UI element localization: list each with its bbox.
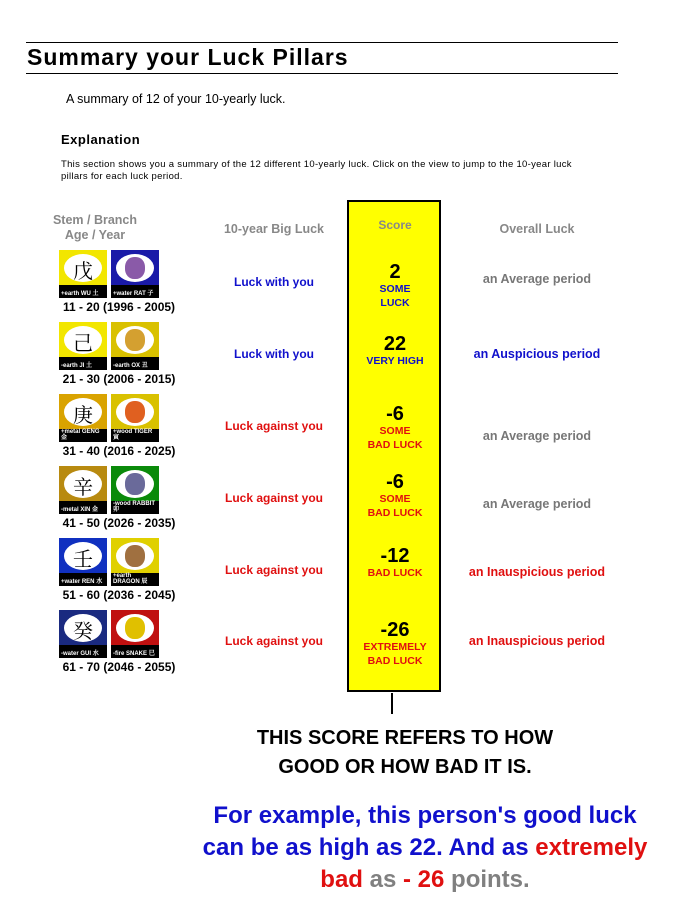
- stem-label: -earth JI: [61, 363, 85, 369]
- branch-label: +water RAT: [113, 291, 146, 297]
- example-text: [160, 800, 690, 896]
- branch-glyph: 寅: [113, 435, 120, 441]
- stem-character: 己: [73, 331, 93, 355]
- stem-element-glyph: 土: [92, 291, 99, 297]
- big-luck-text: Luck against you: [224, 563, 324, 577]
- score-value: -6: [386, 403, 404, 425]
- example-part-6: - 26: [403, 866, 445, 893]
- explanation-heading: Explanation: [61, 132, 141, 147]
- stem-caption: [61, 507, 98, 513]
- animal-icon: [125, 257, 145, 279]
- big-luck-text: Luck with you: [233, 347, 314, 361]
- stem-label: +water REN: [61, 579, 95, 585]
- stem-element-glyph: 水: [96, 579, 103, 585]
- pillar-age-year: 51 - 60 (2036 - 2045): [62, 588, 176, 602]
- branch-tile: [111, 250, 159, 298]
- score-cell: [349, 334, 441, 368]
- score-desc-2: BAD LUCK: [367, 439, 423, 451]
- overall-luck-text: an Average period: [482, 497, 592, 511]
- explanation-text: This section shows you a summary of the 12 different 10-yearly luck. Click on the view to jump to the 10-year luck pillars for each luck period.: [61, 159, 572, 182]
- big-luck-text: Luck against you: [224, 419, 324, 433]
- stem-character: 辛: [73, 475, 93, 499]
- header-age-year-label: Age / Year: [64, 228, 126, 242]
- pillar-age-year: 61 - 70 (2046 - 2055): [62, 660, 176, 674]
- score-note-line1: THIS SCORE REFERS TO HOW: [256, 727, 554, 749]
- branch-glyph: 辰: [141, 579, 148, 585]
- stem-caption: [61, 429, 107, 441]
- stem-label: +earth WU: [61, 291, 91, 297]
- branch-label: -fire SNAKE: [113, 651, 148, 657]
- header-score: Score: [378, 218, 412, 232]
- score-cell: [349, 262, 441, 310]
- branch-glyph: 子: [147, 291, 154, 297]
- branch-caption: [113, 501, 159, 513]
- animal-icon: [125, 329, 145, 351]
- stem-character: 癸: [73, 619, 93, 643]
- branch-caption: [113, 573, 159, 585]
- score-desc-1: SOME: [379, 425, 411, 437]
- pillar-1[interactable]: [57, 322, 177, 386]
- branch-tile: [111, 466, 159, 514]
- stem-tile: [59, 538, 107, 586]
- branch-glyph: 丑: [141, 363, 148, 369]
- stem-tile: [59, 466, 107, 514]
- branch-label: -earth OX: [113, 363, 141, 369]
- score-desc-1: SOME: [379, 493, 411, 505]
- score-pointer-line: [391, 693, 393, 714]
- example-part-3: extremely: [535, 834, 648, 861]
- stem-character: 戊: [73, 259, 93, 283]
- score-cell: [349, 472, 441, 520]
- animal-icon: [125, 545, 145, 567]
- title-rule-bottom: [26, 73, 618, 74]
- score-note-line2: GOOD OR HOW BAD IT IS.: [278, 756, 532, 778]
- pillar-age-year: 21 - 30 (2006 - 2015): [62, 372, 176, 386]
- overall-luck-text: an Inauspicious period: [468, 634, 606, 648]
- overall-luck-text: an Average period: [482, 429, 592, 443]
- header-big-luck: 10-year Big Luck: [223, 222, 325, 236]
- header-stem-branch: [45, 213, 145, 243]
- animal-icon: [125, 617, 145, 639]
- score-desc-1: SOME: [379, 283, 411, 295]
- stem-label: -metal XIN: [61, 507, 91, 513]
- pillar-5[interactable]: [57, 610, 177, 674]
- score-desc-2: LUCK: [380, 297, 410, 309]
- branch-tile: [111, 322, 159, 370]
- score-desc-1: EXTREMELY: [363, 641, 427, 653]
- branch-label: +wood TIGER: [113, 429, 153, 435]
- score-desc-1: BAD LUCK: [367, 567, 423, 579]
- branch-tile: [111, 538, 159, 586]
- branch-caption: [113, 363, 148, 369]
- example-part-4: bad: [320, 866, 363, 893]
- stem-caption: [61, 363, 92, 369]
- stem-element-glyph: 金: [61, 435, 68, 441]
- stem-character: 庚: [73, 403, 93, 427]
- score-value: -26: [380, 619, 410, 641]
- example-part-1: For example, this person's good luck: [213, 802, 637, 829]
- branch-tile: [111, 610, 159, 658]
- score-desc-2: BAD LUCK: [367, 507, 423, 519]
- pillar-age-year: 31 - 40 (2016 - 2025): [62, 444, 176, 458]
- animal-icon: [125, 473, 145, 495]
- branch-caption: [113, 651, 155, 657]
- branch-caption: [113, 291, 153, 297]
- stem-tile: [59, 250, 107, 298]
- pillar-4[interactable]: [57, 538, 177, 602]
- big-luck-text: Luck against you: [224, 491, 324, 505]
- stem-label: +metal GENG: [61, 429, 100, 435]
- branch-tile: [111, 394, 159, 442]
- stem-element-glyph: 土: [86, 363, 93, 369]
- branch-caption: [113, 429, 159, 441]
- big-luck-text: Luck against you: [224, 634, 324, 648]
- example-part-2: can be as high as 22. And as: [202, 834, 536, 861]
- stem-tile: [59, 322, 107, 370]
- big-luck-text: Luck with you: [233, 275, 314, 289]
- score-desc-1: VERY HIGH: [366, 355, 424, 367]
- pillar-age-year: 41 - 50 (2026 - 2035): [62, 516, 176, 530]
- page-subtitle: A summary of 12 of your 10-yearly luck.: [66, 92, 286, 106]
- page-title: Summary your Luck Pillars: [27, 44, 349, 70]
- overall-luck-text: an Average period: [482, 272, 592, 286]
- score-cell: [349, 546, 441, 580]
- example-part-5: as: [362, 866, 403, 893]
- overall-luck-text: an Inauspicious period: [468, 565, 606, 579]
- pillar-2[interactable]: [57, 394, 177, 458]
- stem-tile: [59, 610, 107, 658]
- score-value: 2: [389, 261, 401, 283]
- score-value: -12: [380, 545, 410, 567]
- animal-icon: [125, 401, 145, 423]
- score-value: -6: [386, 471, 404, 493]
- branch-label: +earth DRAGON: [113, 573, 140, 585]
- stem-label: -water GUI: [61, 651, 92, 657]
- score-desc-2: BAD LUCK: [367, 655, 423, 667]
- pillar-0[interactable]: [57, 250, 177, 314]
- title-rule-top: [26, 42, 618, 43]
- score-cell: [349, 620, 441, 668]
- stem-element-glyph: 水: [92, 651, 99, 657]
- stem-caption: [61, 291, 99, 297]
- branch-label: -wood RABBIT: [113, 501, 155, 507]
- score-cell: [349, 404, 441, 452]
- example-part-7: points.: [444, 866, 530, 893]
- header-stem-branch-label: Stem / Branch: [52, 213, 138, 227]
- stem-tile: [59, 394, 107, 442]
- header-overall-luck: Overall Luck: [499, 222, 575, 236]
- score-value: 22: [383, 333, 407, 355]
- score-note: [180, 724, 630, 782]
- stem-caption: [61, 579, 102, 585]
- overall-luck-text: an Auspicious period: [473, 347, 601, 361]
- stem-caption: [61, 651, 99, 657]
- stem-element-glyph: 金: [92, 507, 99, 513]
- branch-glyph: 卯: [113, 507, 120, 513]
- branch-glyph: 巳: [148, 651, 155, 657]
- pillar-age-year: 11 - 20 (1996 - 2005): [62, 300, 176, 314]
- stem-character: 壬: [73, 547, 93, 571]
- pillar-3[interactable]: [57, 466, 177, 530]
